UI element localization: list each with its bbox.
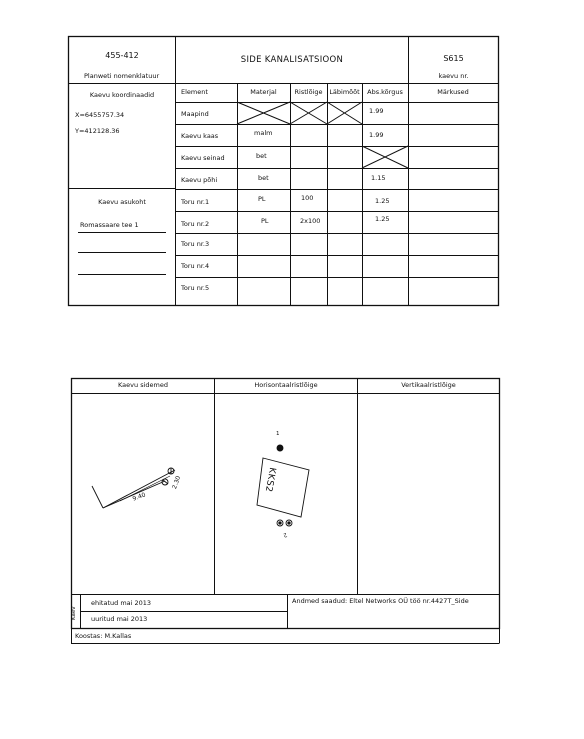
header-cross-section: Ristlõige — [294, 88, 323, 96]
author: Koostas: M.Kallas — [75, 632, 132, 640]
row-abs: 1.99 — [369, 107, 384, 115]
tie-distance-a: 9.40 — [131, 491, 147, 503]
header-abs-height: Abs.kõrgus — [367, 88, 403, 96]
location-label: Kaevu asukoht — [98, 198, 146, 206]
row-material: PL — [258, 195, 266, 203]
row-cross-section: 2x100 — [300, 217, 321, 225]
row-abs: 1.25 — [375, 197, 390, 205]
well-number: S615 — [443, 54, 464, 63]
pipe1-label: 1 — [276, 431, 280, 437]
row-element: Toru nr.3 — [181, 240, 210, 248]
y-coordinate: Y=412128.36 — [75, 127, 120, 135]
row-abs: 1.15 — [371, 174, 386, 182]
nomenclature-code: 455-412 — [105, 51, 139, 60]
form-title: SIDE KANALISATSIOON — [240, 55, 344, 65]
col-vertical-header: Vertikaalristlõige — [401, 381, 456, 389]
header-notes: Märkused — [437, 88, 469, 96]
tie-distance-b: 2.30 — [171, 475, 183, 491]
header-material: Materjal — [250, 88, 277, 96]
row-element: Kaevu põhi — [181, 176, 218, 184]
row-abs: 1.25 — [375, 215, 390, 223]
data-source: Andmed saadud: Eltel Networks OÜ töö nr.4427T_Side — [292, 597, 469, 605]
well-number-label: kaevu nr. — [438, 72, 469, 80]
nomenclature-label: Planweti nomenklatuur — [84, 72, 160, 80]
side-label: Kaev — [71, 606, 77, 620]
row-cross-section: 100 — [301, 194, 314, 202]
coords-label: Kaevu koordinaadid — [89, 91, 155, 99]
row-material: malm — [254, 129, 273, 137]
row-abs: 1.99 — [369, 131, 384, 139]
box-label: KKS2 — [262, 466, 277, 494]
row-element: Maapind — [181, 110, 209, 118]
header-element: Element — [181, 88, 208, 96]
row-material: PL — [261, 217, 269, 225]
location-value: Romassaare tee 1 — [80, 221, 139, 229]
row-element: Toru nr.5 — [181, 284, 210, 292]
col-horizontal-header: Horisontaalristlõige — [254, 381, 318, 389]
built-date: ehitatud mai 2013 — [91, 599, 152, 607]
row-element: Toru nr.1 — [181, 198, 210, 206]
surveyed-date: uuritud mai 2013 — [91, 615, 148, 623]
col-ties-header: Kaevu sidemed — [118, 381, 168, 389]
row-element: Toru nr.4 — [181, 262, 210, 270]
row-material: bet — [256, 152, 267, 160]
row-material: bet — [258, 174, 269, 182]
header-diameter: Läbimõõt — [329, 88, 360, 96]
row-element: Kaevu seinad — [181, 154, 225, 162]
row-element: Toru nr.2 — [181, 220, 210, 228]
pipe2-label: 2 — [282, 531, 288, 538]
row-element: Kaevu kaas — [181, 132, 219, 140]
x-coordinate: X=6455757.34 — [75, 111, 125, 119]
